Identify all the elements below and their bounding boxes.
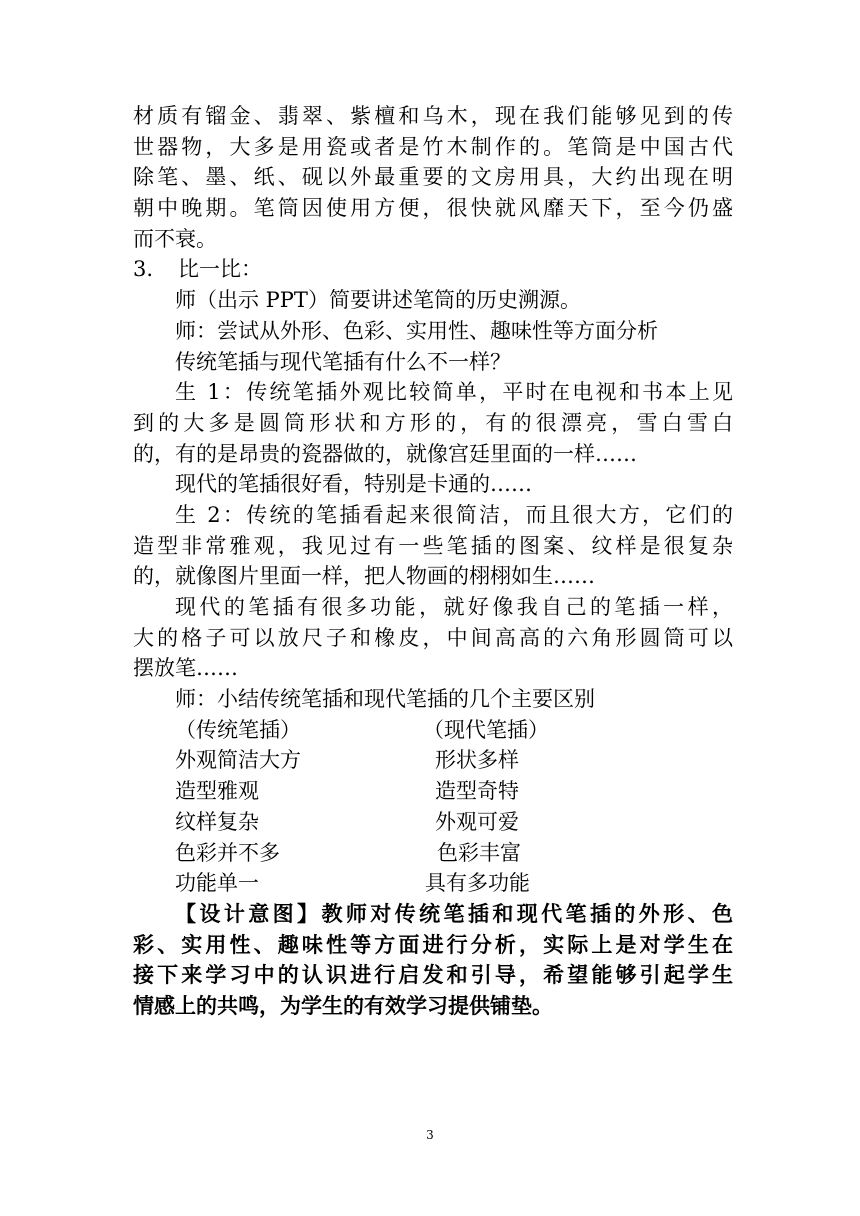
modern-feature: 具有多功能 bbox=[425, 871, 530, 896]
comparison-header bbox=[133, 715, 733, 746]
design-intent-line: 接下来学习中的认识进行启发和引导，希望能够引起学生 bbox=[133, 962, 733, 988]
traditional-feature: 外观简洁大方 bbox=[175, 748, 301, 773]
page-number: 3 bbox=[426, 1128, 434, 1142]
design-intent-line: 彩、实用性、趣味性等方面进行分析，实际上是对学生在 bbox=[133, 931, 733, 957]
student1-line: 到的大多是圆筒形状和方形的，有的很漂亮，雪白雪白 bbox=[133, 410, 733, 435]
comparison-row bbox=[133, 838, 733, 869]
modern-header: （现代笔插） bbox=[423, 717, 549, 742]
traditional-header: （传统笔插） bbox=[175, 717, 301, 742]
comparison-row bbox=[133, 807, 733, 838]
modern-feature: 形状多样 bbox=[435, 748, 519, 773]
student2-line: 的，就像图片里面一样，把人物画的栩栩如生…… bbox=[133, 564, 595, 589]
comparison-row bbox=[133, 776, 733, 807]
student2-extra-line: 现代的笔插有很多功能，就好像我自己的笔插一样， bbox=[175, 595, 733, 619]
teacher-line: 师（出示 PPT）简要讲述笔筒的历史溯源。 bbox=[175, 288, 581, 313]
intro-line: 而不衰。 bbox=[133, 226, 217, 251]
student2-extra-line: 大的格子可以放尺子和橡皮，中间高高的六角形圆筒可以 bbox=[133, 625, 733, 650]
traditional-feature: 功能单一 bbox=[175, 871, 259, 896]
comparison-row bbox=[133, 868, 733, 899]
modern-feature: 造型奇特 bbox=[435, 779, 519, 804]
section-title: 比一比： bbox=[178, 257, 262, 282]
intro-line: 朝中晚期。笔筒因使用方便，很快就风靡天下，至今仍盛 bbox=[133, 196, 733, 221]
traditional-feature: 纹样复杂 bbox=[175, 809, 259, 834]
student1-extra: 现代的笔插很好看，特别是卡通的…… bbox=[175, 472, 532, 497]
traditional-feature: 造型雅观 bbox=[175, 779, 259, 804]
modern-feature: 外观可爱 bbox=[435, 809, 519, 834]
section-heading bbox=[133, 254, 733, 285]
section-number: 3. bbox=[133, 257, 154, 282]
intro-line: 除笔、墨、纸、砚以外最重要的文房用具，大约出现在明 bbox=[133, 165, 733, 190]
student2-line: 造型非常雅观，我见过有一些笔插的图案、纹样是很复杂 bbox=[133, 533, 733, 558]
student2-line: 生 2：传统的笔插看起来很简洁，而且很大方，它们的 bbox=[175, 502, 733, 527]
design-intent-line: 【设计意图】教师对传统笔插和现代笔插的外形、色 bbox=[175, 900, 733, 926]
student1-line: 生 1：传统笔插外观比较简单，平时在电视和书本上见 bbox=[175, 380, 733, 405]
teacher-line: 师：尝试从外形、色彩、实用性、趣味性等方面分析 bbox=[175, 318, 658, 343]
summary-line: 师：小结传统笔插和现代笔插的几个主要区别 bbox=[175, 687, 595, 712]
design-intent-line: 情感上的共鸣，为学生的有效学习提供铺垫。 bbox=[133, 992, 553, 1018]
intro-line: 材质有镏金、翡翠、紫檀和乌木，现在我们能够见到的传 bbox=[133, 104, 733, 128]
intro-line: 世器物，大多是用瓷或者是竹木制作的。笔筒是中国古代 bbox=[133, 134, 733, 159]
comparison-row bbox=[133, 745, 733, 776]
modern-feature: 色彩丰富 bbox=[437, 840, 521, 865]
traditional-feature: 色彩并不多 bbox=[175, 840, 280, 865]
student1-line: 的，有的是昂贵的瓷器做的，就像宫廷里面的一样…… bbox=[133, 441, 637, 466]
teacher-line: 传统笔插与现代笔插有什么不一样？ bbox=[175, 349, 511, 374]
body-text bbox=[133, 101, 733, 1022]
student2-extra-line: 摆放笔…… bbox=[133, 656, 238, 681]
